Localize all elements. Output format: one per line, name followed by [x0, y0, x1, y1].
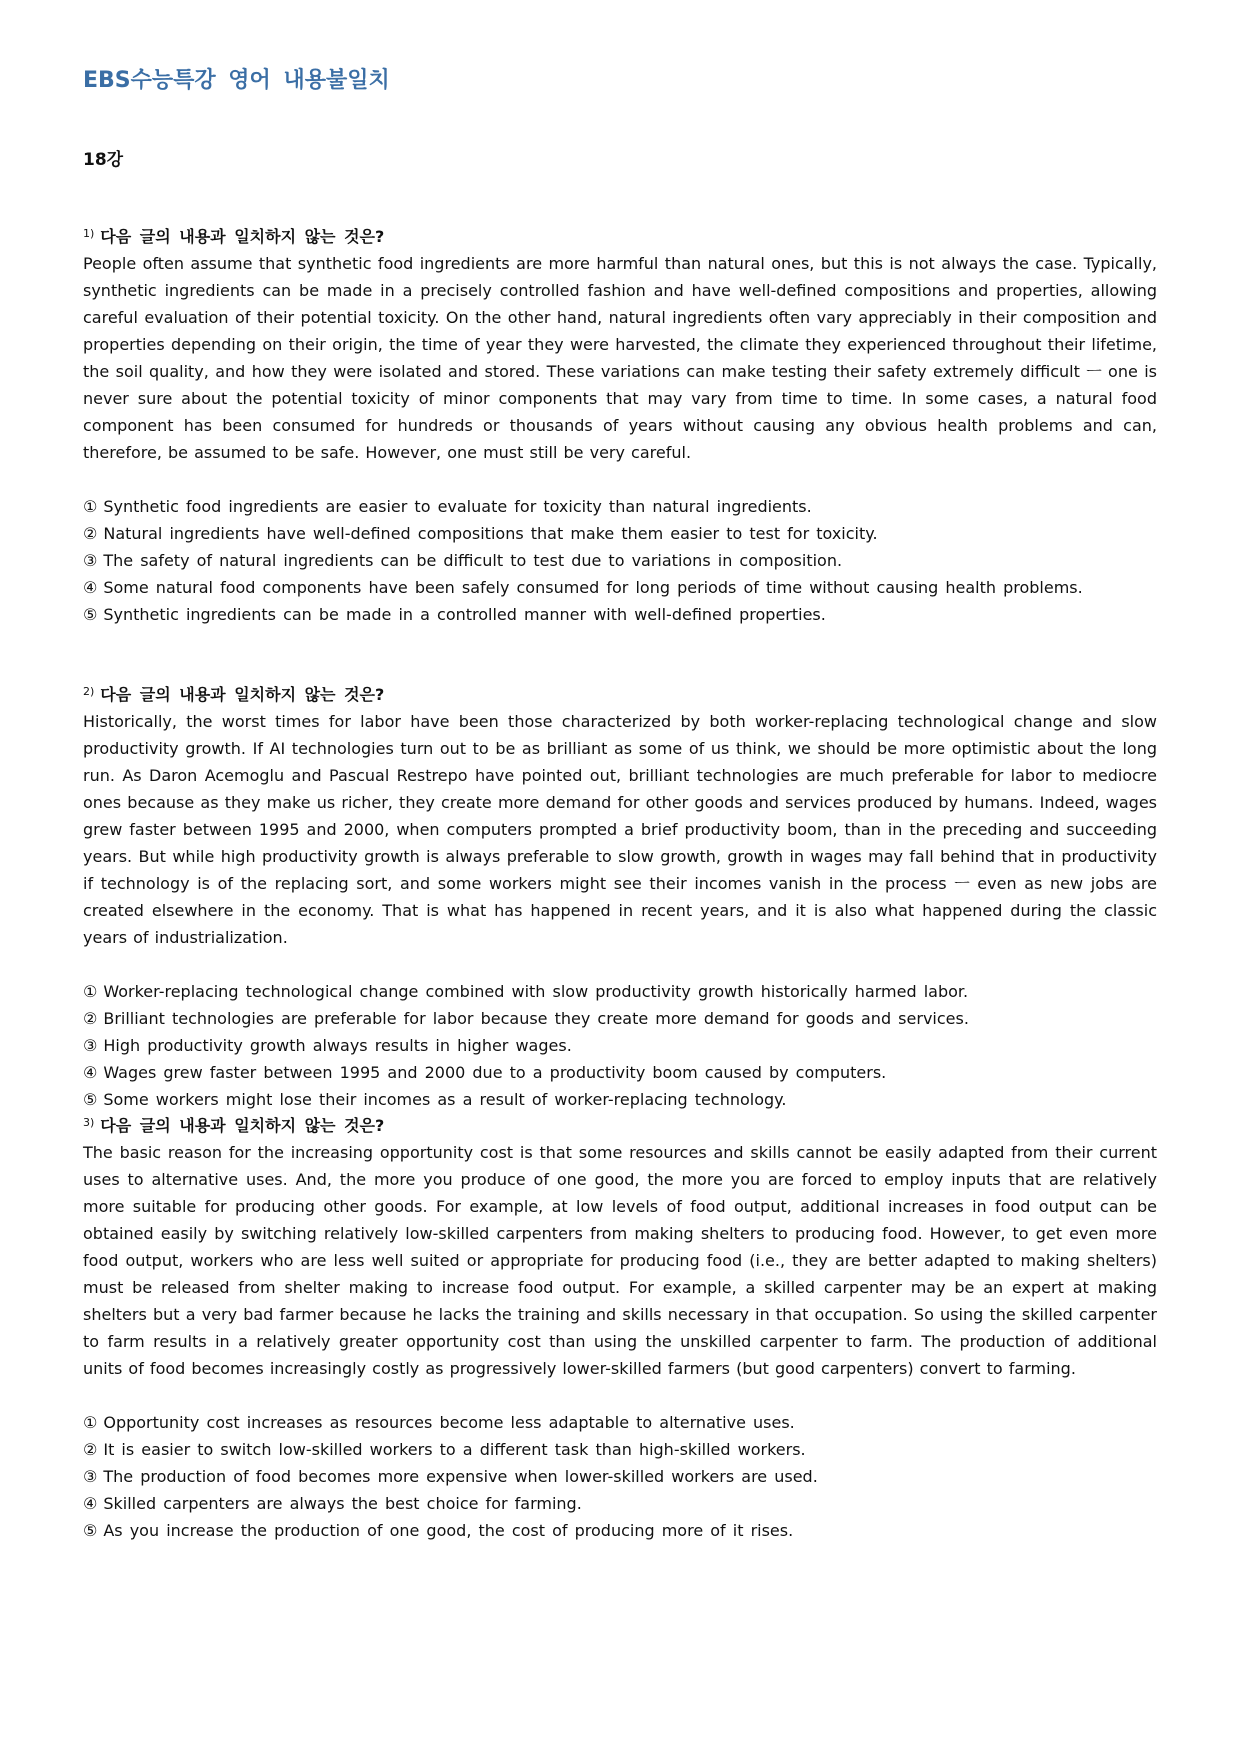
question-prompt-text: 다음 글의 내용과 일치하지 않는 것은? [100, 227, 385, 246]
question-prompt [83, 681, 1157, 708]
choice-text: Natural ingredients have well-defined compositions that make them easier to test for toxicity. [103, 524, 878, 543]
choice-marker: ② [83, 1009, 98, 1028]
choice-item [83, 1463, 1157, 1490]
choice-marker: ④ [83, 1063, 98, 1082]
question-number: 2) [83, 685, 95, 698]
choice-marker: ⑤ [83, 1090, 98, 1109]
choice-item [83, 1059, 1157, 1086]
question-passage: The basic reason for the increasing opportunity cost is that some resources and skills cannot be easily adapted from their current uses to alternative uses. And, the more you produce of one good, the more you are forced to employ inputs that are relatively more suitable for producing other goods. For example, at low levels of food output, additional increases in food output can be obtained easily by switching relatively low-skilled carpenters from making shelters to producing food. However, to get even more food output, workers who are less well suited or appropriate for producing food (i.e., they are better adapted to making shelters) must be released from shelter making to increase food output. For example, a skilled carpenter may be an expert at making shelters but a very bad farmer because he lacks the training and skills necessary in that occupation. So using the skilled carpenter to farm results in a relatively greater opportunity cost than using the unskilled carpenter to farm. The production of additional units of food becomes increasingly costly as progressively lower-skilled farmers (but good carpenters) convert to farming. [83, 1143, 1157, 1378]
choice-item [83, 1032, 1157, 1059]
choice-marker: ③ [83, 551, 98, 570]
question-prompt [83, 223, 1157, 250]
choice-text: High productivity growth always results in higher wages. [103, 1036, 572, 1055]
choice-list [83, 493, 1157, 628]
document-title: EBS수능특강 영어 내용불일치 [83, 68, 390, 93]
choice-text: Opportunity cost increases as resources become less adaptable to alternative uses. [103, 1413, 795, 1432]
choice-item [83, 520, 1157, 547]
choice-marker: ② [83, 524, 98, 543]
choice-marker: ① [83, 497, 98, 516]
choice-item [83, 547, 1157, 574]
choice-text: Wages grew faster between 1995 and 2000 due to a productivity boom caused by computers. [103, 1063, 887, 1082]
choice-item [83, 601, 1157, 628]
question-2 [83, 681, 1157, 1113]
choice-marker: ③ [83, 1467, 98, 1486]
choice-item [83, 978, 1157, 1005]
question-prompt [83, 1112, 1157, 1139]
choice-item [83, 1436, 1157, 1463]
lesson-label: 18강 [83, 150, 124, 170]
choice-text: The safety of natural ingredients can be difficult to test due to variations in composition. [103, 551, 843, 570]
choice-text: Synthetic food ingredients are easier to evaluate for toxicity than natural ingredients. [103, 497, 812, 516]
choice-item [83, 1005, 1157, 1032]
choice-list [83, 978, 1157, 1113]
choice-marker: ⑤ [83, 1521, 98, 1540]
choice-text: Worker-replacing technological change combined with slow productivity growth historically harmed labor. [103, 982, 969, 1001]
choice-item [83, 1409, 1157, 1436]
question-passage: Historically, the worst times for labor have been those characterized by both worker-replacing technological change and slow productivity growth. If AI technologies turn out to be as brilliant as some of us think, we should be more optimistic about the long run. As Daron Acemoglu and Pascual Restrepo have pointed out, brilliant technologies are much preferable for labor to mediocre ones because as they make us richer, they create more demand for other goods and services produced by humans. Indeed, wages grew faster between 1995 and 2000, when computers prompted a brief productivity boom, than in the preceding and succeeding years. But while high productivity growth is always preferable to slow growth, growth in wages may fall behind that in productivity if technology is of the replacing sort, and some workers might see their incomes vanish in the process ㅡ even as new jobs are created elsewhere in the economy. That is what has happened in recent years, and it is also what happened during the classic years of industrialization. [83, 712, 1157, 947]
choice-text: As you increase the production of one good, the cost of producing more of it rises. [103, 1521, 794, 1540]
choice-list [83, 1409, 1157, 1544]
question-prompt-text: 다음 글의 내용과 일치하지 않는 것은? [100, 685, 385, 704]
choice-marker: ① [83, 982, 98, 1001]
choice-text: Some natural food components have been safely consumed for long periods of time without causing health problems. [103, 578, 1083, 597]
choice-text: Skilled carpenters are always the best choice for farming. [103, 1494, 582, 1513]
choice-text: Brilliant technologies are preferable for labor because they create more demand for goods and services. [103, 1009, 969, 1028]
question-3 [83, 1112, 1157, 1544]
choice-marker: ④ [83, 1494, 98, 1513]
choice-item [83, 493, 1157, 520]
choice-text: The production of food becomes more expensive when lower-skilled workers are used. [103, 1467, 818, 1486]
choice-text: Synthetic ingredients can be made in a controlled manner with well-defined properties. [103, 605, 826, 624]
question-prompt-text: 다음 글의 내용과 일치하지 않는 것은? [100, 1116, 385, 1135]
question-number: 1) [83, 227, 95, 240]
question-number: 3) [83, 1116, 95, 1129]
choice-marker: ① [83, 1413, 98, 1432]
choice-marker: ③ [83, 1036, 98, 1055]
question-passage: People often assume that synthetic food ingredients are more harmful than natural ones, but this is not always the case. Typically, synthetic ingredients can be made in a precisely controlled fashion and have well-defined compositions and properties, allowing careful evaluation of their potential toxicity. On the other hand, natural ingredients often vary appreciably in their composition and properties depending on their origin, the time of year they were harvested, the climate they experienced throughout their lifetime, the soil quality, and how they were isolated and stored. These variations can make testing their safety extremely difficult ㅡ one is never sure about the potential toxicity of minor components that may vary from time to time. In some cases, a natural food component has been consumed for hundreds or thousands of years without causing any obvious health problems and can, therefore, be assumed to be safe. However, one must still be very careful. [83, 254, 1157, 462]
choice-text: It is easier to switch low-skilled workers to a different task than high-skilled workers. [103, 1440, 806, 1459]
choice-text: Some workers might lose their incomes as a result of worker-replacing technology. [103, 1090, 787, 1109]
choice-marker: ④ [83, 578, 98, 597]
choice-item [83, 1517, 1157, 1544]
choice-marker: ② [83, 1440, 98, 1459]
choice-marker: ⑤ [83, 605, 98, 624]
choice-item [83, 574, 1157, 601]
choice-item [83, 1490, 1157, 1517]
question-1 [83, 223, 1157, 628]
choice-item [83, 1086, 1157, 1113]
